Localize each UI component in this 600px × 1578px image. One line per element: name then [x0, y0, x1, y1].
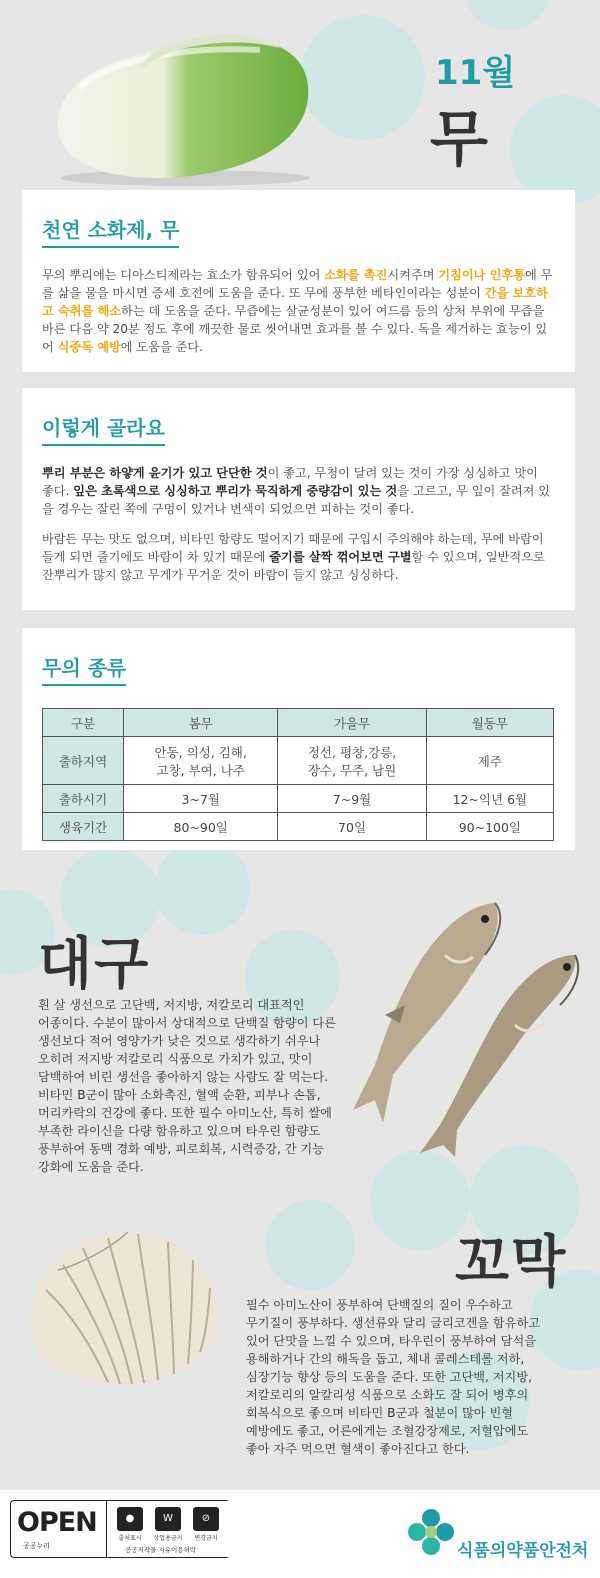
table-cell: 3~7월 — [124, 785, 278, 813]
digestive-card — [22, 190, 575, 372]
cockle-description — [246, 1296, 540, 1458]
radish-image — [50, 28, 320, 188]
license-badges — [106, 1501, 230, 1557]
text-line: 필수 아미노산이 풍부하여 단백질의 질이 우수하고 — [246, 1298, 513, 1312]
kfda-name: 식품의약품안전처 — [457, 1541, 589, 1561]
badge-caption: 상업용금지 — [153, 1535, 183, 1542]
table-cell: 출하시기 — [43, 785, 124, 813]
selection-text-segment: 바람든 무는 맛도 없으며, 비타민 함량도 떨어지기 때문에 구입시 주의해야 하는데, 무에 바람이 들게 되면 줄기에도 바람이 차 있기 때문에 — [42, 532, 544, 564]
selection-text-segment: 이 좋고, 무청이 달려 있는 것이 가장 싱싱하고 맛이 좋다. — [42, 466, 538, 498]
selection-para-1 — [42, 464, 553, 518]
digestive-text-segment: 식중독 예방 — [57, 340, 121, 354]
selection-para-2 — [42, 530, 553, 584]
selection-card — [22, 388, 575, 610]
table-cell: 제주 — [426, 737, 553, 785]
text-line: 예방에도 좋고, 어른에게는 조혈강장제로, 저혈압에도 — [246, 1424, 529, 1438]
text-line: 저칼로리의 알칼리성 식품으로 소화도 잘 되어 병후의 — [246, 1388, 529, 1402]
text-line: 회복식으로 좋으며 비타민 B군과 철분이 많아 빈혈 — [246, 1406, 514, 1420]
table-cell: 정선, 평창,강릉, 장수, 무주, 남원 — [278, 737, 426, 785]
table-row — [43, 785, 554, 813]
table-cell: 봄무 — [124, 709, 278, 737]
radish-types-table — [42, 708, 554, 841]
selection-text-segment: 잎은 초록색으로 싱싱하고 뿌리가 묵직하게 중량감이 있는 것 — [73, 484, 398, 498]
digestive-text-segment: 간을 보호하고 숙취를 해소 — [42, 286, 548, 318]
text-line: 비타민 B군이 많아 소화촉진, 혈액 순환, 피부나 손톱, — [38, 1088, 321, 1102]
text-line: 생선보다 적어 영양가가 낮은 것으로 생각하기 쉬우나 — [38, 1034, 321, 1048]
digestive-text-segment: 시켜주며 — [387, 268, 439, 282]
table-row — [43, 737, 554, 785]
text-line: 오히려 저지방 저칼로리 식품으로 가치가 있고, 맛이 — [38, 1052, 313, 1066]
digestive-text-segment: 에 무를 삶을 물을 마시면 증세 호전에 도움을 준다. 또 무에 풍부한 베타인이라는 성분이 — [42, 268, 553, 300]
digestive-text-segment: 소화를 촉진 — [324, 268, 388, 282]
radish-types-card — [22, 628, 575, 850]
table-cell: 가을무 — [278, 709, 426, 737]
digestive-body — [42, 266, 553, 356]
license-description: 공공저작물 자유이용허락 — [125, 1546, 197, 1554]
open-label: OPEN — [17, 1507, 97, 1538]
bg-circle — [465, 0, 550, 30]
text-line: 심장기능 향상 등의 도움을 준다. 또한 고단백, 저지방, — [246, 1370, 532, 1384]
cod-image — [345, 895, 585, 1160]
radish-title: 무 — [430, 105, 490, 175]
selection-text-segment: 할 수 있으며, 일반적으로 잔뿌리가 많지 않고 무게가 무거운 것이 바람이 들지 않고 싱싱하다. — [42, 550, 545, 582]
bg-circle — [265, 1200, 355, 1290]
text-line: 강화에 도움을 준다. — [38, 1160, 144, 1174]
table-cell: 7~9월 — [278, 785, 426, 813]
footer — [0, 1490, 600, 1578]
table-row — [43, 813, 554, 841]
selection-text-segment: 줄기를 살짝 꺾어보면 구별 — [269, 550, 412, 564]
open-sub-label: 공공누리 — [23, 1542, 51, 1550]
digestive-text-segment: 하는 데 도움을 준다. 무즙에는 살균성분이 있어 여드름 등의 상처 부위에 무즙을 바른 다음 약 20분 정도 후에 깨끗한 물로 씻어내면 효과를 볼 수 있다. 독을 제거하는 효능이 있어 — [42, 304, 548, 354]
digestive-text-segment: 기침이나 인후통 — [438, 268, 525, 282]
table-cell: 구분 — [43, 709, 124, 737]
noncommercial-icon: W — [155, 1507, 181, 1531]
text-line: 풍부하여 동맥 경화 예방, 피로회복, 시력증강, 간 기능 — [38, 1142, 324, 1156]
table-cell: 12~익년 6월 — [426, 785, 553, 813]
selection-heading: 이렇게 골라요 — [42, 412, 165, 446]
text-line: 무기질이 풍부하다. 생선류와 달리 글리코겐을 함유하고 — [246, 1316, 541, 1330]
badge-caption: 출처표시 — [118, 1535, 142, 1542]
table-cell: 80~90일 — [124, 813, 278, 841]
month-label: 11월 — [435, 53, 516, 93]
text-line: 좋아 자주 먹으면 혈색이 좋아진다고 한다. — [246, 1442, 470, 1456]
bg-circle — [155, 840, 250, 935]
text-line: 흰 살 생선으로 고단백, 저지방, 저칼로리 대표적인 — [38, 998, 305, 1012]
selection-text-segment: 뿌리 부분은 하얗게 윤기가 있고 단단한 것 — [42, 466, 268, 480]
bg-circle — [510, 95, 600, 205]
text-line: 있어 단맛을 느낄 수 있으며, 타우린이 풍부하여 담석을 — [246, 1334, 537, 1348]
table-cell: 70일 — [278, 813, 426, 841]
selection-text-segment: 을 고르고, 무 잎이 잘려져 있을 경우는 잘린 쪽에 구멍이 있거나 변색이 되었으면 피하는 것이 좋다. — [42, 484, 551, 516]
digestive-text-segment: 무의 뿌리에는 디아스티제라는 효소가 함유되어 있어 — [42, 268, 325, 282]
radish-types-heading: 무의 종류 — [42, 652, 126, 686]
digestive-heading: 천연 소화제, 무 — [42, 214, 179, 248]
text-line: 담백하여 비린 생선을 좋아하지 않는 사람도 잘 먹는다. — [38, 1070, 329, 1084]
kogl-open-license — [10, 1500, 230, 1558]
text-line: 부족한 라이신을 다량 함유하고 있으며 타우린 함량도 — [38, 1124, 321, 1138]
badge-caption: 변경금지 — [194, 1535, 218, 1542]
digestive-text-segment: 에 도움을 준다. — [120, 340, 204, 354]
table-cell: 안동, 의성, 김해, 고창, 부여, 나주 — [124, 737, 278, 785]
table-cell: 월동무 — [426, 709, 553, 737]
kfda-logo — [405, 1504, 595, 1564]
table-cell: 90~100일 — [426, 813, 553, 841]
kfda-emblem-icon — [405, 1504, 457, 1560]
table-cell: 출하지역 — [43, 737, 124, 785]
cod-title: 대구 — [38, 932, 151, 997]
table-cell: 생육기간 — [43, 813, 124, 841]
text-line: 용해하거나 간의 해독을 돕고, 체내 콜레스테롤 저하, — [246, 1352, 525, 1366]
noderivs-icon: ⊘ — [193, 1507, 219, 1531]
text-line: 어종이다. 수분이 많아서 상대적으로 단백질 함량이 다른 — [38, 1016, 336, 1030]
cockle-image — [18, 1210, 228, 1390]
text-line: 머리카락의 건강에 좋다. 또한 필수 아미노산, 특히 쌀에 — [38, 1106, 332, 1120]
attribution-icon: ● — [117, 1507, 143, 1531]
cod-description — [38, 996, 336, 1176]
table-header-row — [43, 709, 554, 737]
cockle-title: 꼬막 — [455, 1230, 568, 1295]
